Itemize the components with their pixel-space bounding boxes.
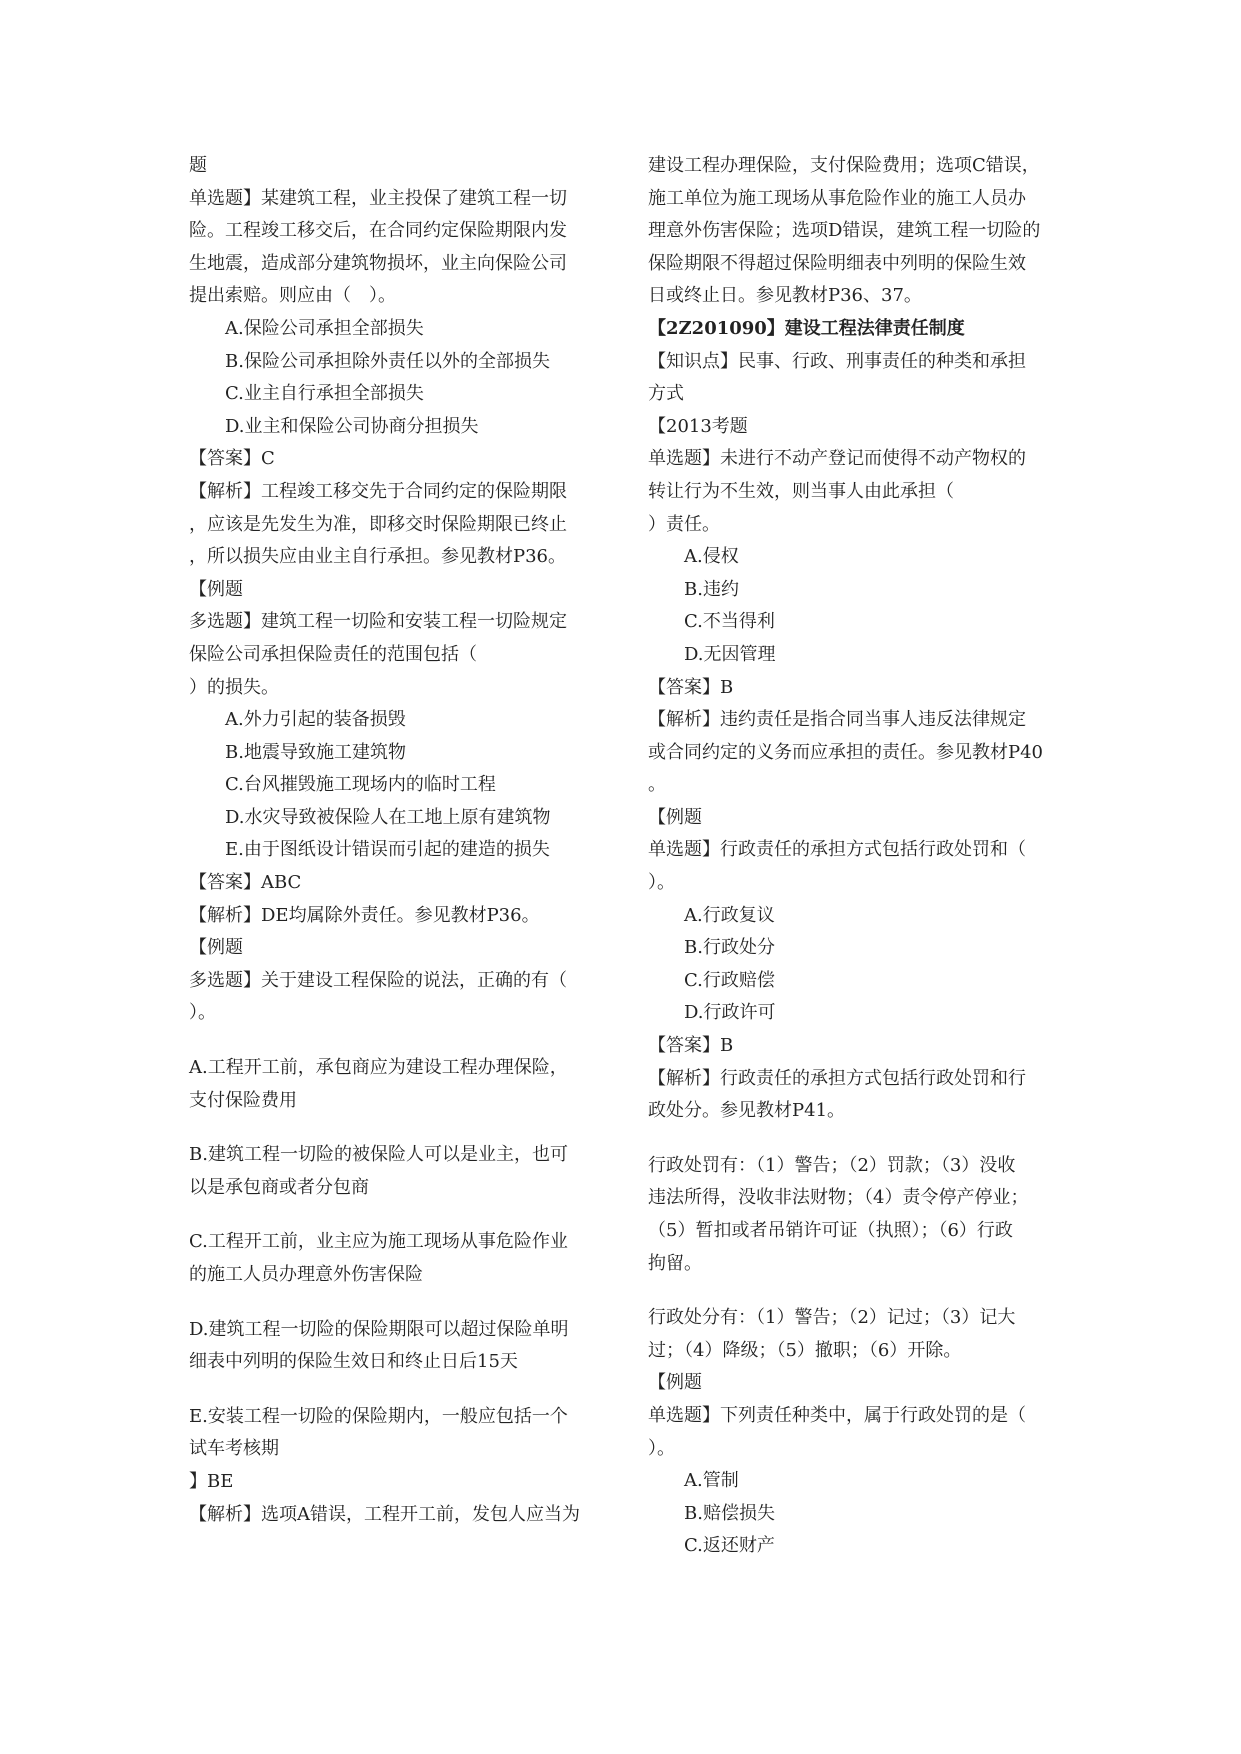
option-line: E.由于图纸设计错误而引起的建造的损失	[225, 839, 550, 861]
text-line: 细表中列明的保险生效日和终止日后15天	[189, 1351, 518, 1373]
option-line: A.行政复议	[684, 904, 775, 926]
option-line: C.台风摧毁施工现场内的临时工程	[225, 774, 496, 796]
text-line: ）责任。	[648, 513, 720, 535]
text-line: ，所以损失应由业主自行承担。参见教材P36。	[189, 546, 567, 568]
text-line: 提出索赔。则应由（ ）。	[189, 285, 396, 307]
paragraph-gap	[189, 1030, 609, 1052]
paragraph-gap	[648, 1128, 1068, 1150]
option-line: A.侵权	[684, 546, 739, 568]
option-line: D.水灾导致被保险人在工地上原有建筑物	[225, 806, 551, 828]
text-line: 建设工程办理保险，支付保险费用；选项C错误，	[648, 155, 1040, 176]
text-line: 【解析】工程竣工移交先于合同约定的保险期限	[189, 480, 567, 502]
text-line: ）。	[648, 872, 675, 894]
text-line: 政处分。参见教材P41。	[648, 1100, 846, 1122]
text-line: 多选题】关于建设工程保险的说法，正确的有（	[189, 969, 567, 991]
text-line: 【2013考题	[648, 415, 748, 437]
text-line: 以是承包商或者分包商	[189, 1176, 369, 1198]
text-line: 日或终止日。参见教材P36、37。	[648, 285, 922, 307]
text-line: E.安装工程一切险的保险期内，一般应包括一个	[189, 1405, 568, 1427]
paragraph-gap	[189, 1379, 609, 1401]
text-line: D.建筑工程一切险的保险期限可以超过保险单明	[189, 1318, 569, 1340]
option-line: C.不当得利	[684, 611, 775, 633]
text-line: （5）暂扣或者吊销许可证（执照）；（6）行政	[648, 1220, 1013, 1241]
option-line: A.管制	[684, 1470, 739, 1492]
text-line: 【答案】B	[648, 1035, 734, 1057]
text-line: 的施工人员办理意外伤害保险	[189, 1264, 423, 1285]
option-line: B.保险公司承担除外责任以外的全部损失	[225, 350, 550, 372]
text-line: ，应该是先发生为准，即移交时保险期限已终止	[189, 513, 567, 535]
option-line: B.地震导致施工建筑物	[225, 741, 406, 763]
text-line: 方式	[648, 383, 684, 405]
text-line: 转让行为不生效，则当事人由此承担（	[648, 480, 954, 502]
text-line: 【解析】行政责任的承担方式包括行政处罚和行	[648, 1067, 1026, 1089]
text-line: 保险期限不得超过保险明细表中列明的保险生效	[648, 252, 1026, 274]
text-line: 行政处分有：（1）警告；（2）记过；（3）记大	[648, 1307, 1016, 1329]
text-line: 或合同约定的义务而应承担的责任。参见教材P40	[648, 741, 1044, 763]
text-line: 施工单位为施工现场从事危险作业的施工人员办	[648, 187, 1026, 209]
text-line: 理意外伤害保险；选项D错误，建筑工程一切险的	[648, 220, 1041, 242]
option-line: A.外力引起的装备损毁	[225, 709, 406, 731]
text-line: ）。	[648, 1437, 675, 1459]
paragraph-gap	[648, 1280, 1068, 1302]
text-line: 单选题】某建筑工程，业主投保了建筑工程一切	[189, 187, 567, 209]
text-line: 多选题】建筑工程一切险和安装工程一切险规定	[189, 611, 567, 633]
text-line: 过；（4）降级；（5）撤职；（6）开除。	[648, 1339, 962, 1361]
text-line: 险。工程竣工移交后，在合同约定保险期限内发	[189, 220, 567, 242]
option-line: A.保险公司承担全部损失	[225, 317, 424, 339]
text-line: 试车考核期	[189, 1438, 279, 1460]
left-column	[189, 150, 609, 1531]
text-line: 题	[189, 155, 207, 176]
text-line: 【例题	[648, 1372, 702, 1394]
text-line: 行政处罚有：（1）警告；（2）罚款；（3）没收	[648, 1154, 1016, 1176]
text-line: 【解析】选项A错误，工程开工前，发包人应当为	[189, 1503, 580, 1525]
text-line: ）的损失。	[189, 676, 279, 698]
text-line: 【例题	[648, 806, 702, 828]
option-line: B.违约	[684, 578, 739, 600]
option-line: C.返还财产	[684, 1535, 775, 1557]
text-line: 。	[648, 774, 666, 796]
text-line: 保险公司承担保险责任的范围包括（	[189, 643, 477, 665]
text-line: 【解析】违约责任是指合同当事人违反法律规定	[648, 709, 1026, 731]
text-line: 【例题	[189, 578, 243, 600]
text-line: 【解析】DE均属除外责任。参见教材P36。	[189, 904, 540, 926]
text-line: C.工程开工前，业主应为施工现场从事危险作业	[189, 1231, 568, 1253]
text-line: 【答案】B	[648, 676, 734, 698]
text-line: 拘留。	[648, 1252, 702, 1274]
paragraph-gap	[189, 1204, 609, 1226]
option-line: B.赔偿损失	[684, 1502, 775, 1524]
text-line: 单选题】行政责任的承担方式包括行政处罚和（	[648, 839, 1026, 861]
option-line: C.行政赔偿	[684, 969, 775, 991]
right-column	[648, 150, 1068, 1563]
paragraph-gap	[189, 1117, 609, 1139]
option-line: D.无因管理	[684, 643, 776, 665]
option-line: D.行政许可	[684, 1002, 776, 1024]
option-line: C.业主自行承担全部损失	[225, 383, 424, 405]
paragraph-gap	[189, 1292, 609, 1314]
option-line: D.业主和保险公司协商分担损失	[225, 415, 479, 437]
text-line: 【答案】C	[189, 448, 275, 470]
text-line: 】BE	[189, 1470, 234, 1492]
option-line: B.行政处分	[684, 937, 775, 959]
text-line: 单选题】未进行不动产登记而使得不动产物权的	[648, 448, 1026, 470]
section-heading: 【2Z201090】建设工程法律责任制度	[648, 317, 965, 339]
text-line: ）。	[189, 1002, 216, 1024]
text-line: 生地震，造成部分建筑物损坏，业主向保险公司	[189, 252, 567, 274]
text-line: 【答案】ABC	[189, 872, 302, 894]
text-line: 单选题】下列责任种类中，属于行政处罚的是（	[648, 1404, 1026, 1426]
text-line: 支付保险费用	[189, 1089, 297, 1111]
text-line: B.建筑工程一切险的被保险人可以是业主，也可	[189, 1144, 568, 1166]
text-line: A.工程开工前，承包商应为建设工程办理保险，	[189, 1057, 568, 1079]
text-line: 【例题	[189, 937, 243, 959]
text-line: 【知识点】民事、行政、刑事责任的种类和承担	[648, 350, 1026, 372]
text-line: 违法所得，没收非法财物；（4）责令停产停业；	[648, 1187, 1029, 1209]
